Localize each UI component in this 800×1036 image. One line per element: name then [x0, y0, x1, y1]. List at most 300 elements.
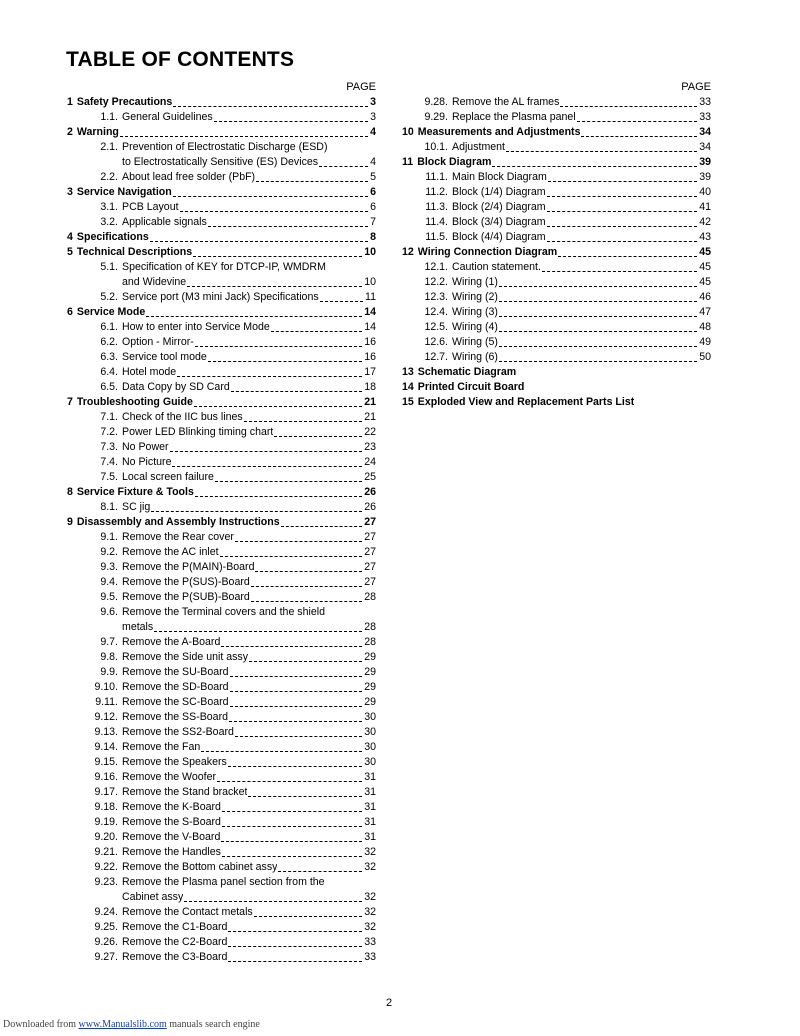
toc-entry[interactable] [67, 890, 376, 905]
toc-entry[interactable] [67, 875, 376, 890]
dot-leader [248, 796, 362, 797]
toc-entry[interactable] [402, 95, 711, 110]
toc-entry-page: 27 [364, 516, 376, 528]
toc-entry-title: Remove the Stand bracket [122, 786, 248, 798]
dot-leader [228, 766, 362, 767]
dot-leader [195, 496, 362, 497]
toc-entry-number: 11 [402, 156, 414, 168]
toc-entry-title: Block (1/4) Diagram [452, 186, 546, 198]
toc-entry-number: 10 [402, 126, 414, 138]
toc-entry-page: 46 [699, 291, 711, 303]
dot-leader [256, 181, 368, 182]
toc-entry[interactable] [67, 470, 376, 485]
toc-entry-page: 14 [364, 321, 376, 333]
toc-entry-number: 11.4. [425, 216, 448, 228]
toc-entry-number: 12.3. [424, 291, 448, 303]
toc-entry[interactable] [402, 320, 711, 335]
toc-entry[interactable] [67, 545, 376, 560]
toc-entry-title: Wiring (1) [452, 276, 498, 288]
toc-entry-title: Printed Circuit Board [417, 381, 525, 393]
toc-entry[interactable] [67, 485, 376, 500]
toc-entry[interactable] [402, 350, 711, 365]
dot-leader [249, 661, 362, 662]
dot-leader [222, 856, 362, 857]
toc-entry[interactable] [67, 710, 376, 725]
toc-entry[interactable] [67, 605, 376, 620]
toc-entry[interactable] [67, 590, 376, 605]
toc-entry-title: Power LED Blinking timing chart [122, 426, 274, 438]
dot-leader [194, 406, 362, 407]
toc-entry-title: and Widevine [122, 276, 187, 288]
toc-entry-page: 30 [364, 741, 376, 753]
toc-entry-page: 27 [364, 531, 376, 543]
toc-entry-title: Remove the Terminal covers and the shield [122, 606, 325, 618]
toc-list [402, 95, 711, 410]
dot-leader [172, 466, 362, 467]
toc-entry-page: 4 [370, 126, 376, 138]
toc-entry-title: Check of the IIC bus lines [122, 411, 243, 423]
toc-entry[interactable] [67, 365, 376, 380]
toc-entry[interactable] [67, 515, 376, 530]
toc-entry[interactable] [67, 620, 376, 635]
toc-entry[interactable] [67, 170, 376, 185]
toc-entry-title: Exploded View and Replacement Parts List [417, 396, 635, 408]
toc-entry[interactable] [67, 800, 376, 815]
dot-leader [221, 646, 362, 647]
dot-leader [499, 301, 697, 302]
dot-leader [214, 121, 368, 122]
dot-leader [251, 586, 362, 587]
toc-entry-number: 5.2. [100, 291, 118, 303]
toc-entry-title: Cabinet assy [122, 891, 184, 903]
toc-entry-number: 9.14. [94, 741, 118, 753]
toc-entry[interactable] [402, 395, 711, 410]
toc-entry-title: Troubleshooting Guide [76, 396, 193, 408]
toc-entry-title: Disassembly and Assembly Instructions [76, 516, 280, 528]
download-prefix: Downloaded from [3, 1019, 77, 1030]
dot-leader [506, 151, 697, 152]
toc-entry-title: Prevention of Electrostatic Discharge (ESD) [122, 141, 328, 153]
toc-entry-title: Specifications [76, 231, 149, 243]
toc-entry[interactable] [67, 560, 376, 575]
dot-leader [230, 706, 363, 707]
toc-entry-number: 11.2. [425, 186, 448, 198]
toc-entry[interactable] [67, 395, 376, 410]
toc-entry-page: 45 [699, 246, 711, 258]
toc-entry[interactable] [67, 905, 376, 920]
dot-leader [581, 136, 697, 137]
toc-entry-page: 26 [364, 486, 376, 498]
toc-entry-title: Remove the C2-Board [122, 936, 228, 948]
dot-leader [151, 511, 362, 512]
dot-leader [229, 721, 362, 722]
toc-entry-number: 6.5. [100, 381, 118, 393]
toc-entry-page: 48 [699, 321, 711, 333]
toc-entry[interactable] [67, 725, 376, 740]
toc-entry-page: 47 [699, 306, 711, 318]
toc-entry[interactable] [67, 410, 376, 425]
toc-entry-title: Block (4/4) Diagram [452, 231, 546, 243]
dot-leader [547, 196, 698, 197]
dot-leader [235, 736, 362, 737]
toc-entry-number: 6 [67, 306, 73, 318]
toc-entry-title: Service tool mode [122, 351, 207, 363]
toc-entry-number: 14 [402, 381, 414, 393]
toc-entry-page: 43 [699, 231, 711, 243]
toc-entry-page: 31 [364, 786, 376, 798]
toc-entry[interactable] [402, 110, 711, 125]
dot-leader [577, 121, 698, 122]
toc-entry-page: 32 [364, 891, 376, 903]
toc-entry[interactable] [67, 860, 376, 875]
toc-entry-title: Hotel mode [122, 366, 177, 378]
dot-leader [208, 361, 362, 362]
toc-entry-number: 8.1. [100, 501, 118, 513]
toc-entry-number: 9.11. [95, 696, 118, 708]
toc-entry-page: 31 [364, 831, 376, 843]
toc-entry[interactable] [67, 320, 376, 335]
toc-entry-number: 5 [67, 246, 73, 258]
dot-leader [222, 826, 362, 827]
toc-entry-page: 21 [364, 411, 376, 423]
page-title: TABLE OF CONTENTS [66, 48, 295, 71]
toc-entry-title: Wiring (6) [452, 351, 498, 363]
dot-leader [221, 841, 362, 842]
toc-entry[interactable] [67, 695, 376, 710]
toc-entry-number: 9.9. [100, 666, 118, 678]
dot-leader [215, 481, 362, 482]
toc-entry-page: 14 [364, 306, 376, 318]
toc-entry-number: 12.4. [424, 306, 448, 318]
toc-entry-page: 29 [364, 696, 376, 708]
dot-leader [251, 601, 362, 602]
toc-entry[interactable] [67, 500, 376, 515]
toc-entry-page: 16 [364, 336, 376, 348]
toc-entry[interactable] [67, 920, 376, 935]
page-column-header: PAGE [346, 81, 376, 93]
toc-entry-page: 21 [364, 396, 376, 408]
toc-entry-page: 27 [364, 546, 376, 558]
toc-entry-title: Service Mode [76, 306, 146, 318]
toc-entry-title: Specification of KEY for DTCP-IP, WMDRM [122, 261, 326, 273]
toc-entry-number: 9.21. [94, 846, 118, 858]
toc-entry-page: 31 [364, 816, 376, 828]
toc-entry-number: 12 [402, 246, 414, 258]
dot-leader [150, 241, 368, 242]
toc-entry-number: 15 [402, 396, 414, 408]
toc-entry-page: 29 [364, 651, 376, 663]
toc-entry[interactable] [402, 140, 711, 155]
dot-leader [499, 361, 697, 362]
toc-entry-page: 30 [364, 711, 376, 723]
toc-entry-number: 9.3. [100, 561, 118, 573]
toc-entry-page: 49 [699, 336, 711, 348]
toc-entry-title: Remove the Woofer [122, 771, 217, 783]
dot-leader [193, 256, 362, 257]
toc-entry[interactable] [67, 455, 376, 470]
toc-entry[interactable] [67, 245, 376, 260]
toc-entry-title: Service Fixture & Tools [76, 486, 194, 498]
toc-entry[interactable] [402, 245, 711, 260]
toc-entry-title: General Guidelines [122, 111, 213, 123]
page-column-header: PAGE [681, 81, 711, 93]
manualslib-link[interactable]: www.Manualslib.com [78, 1019, 167, 1030]
toc-entry-number: 6.1. [100, 321, 118, 333]
toc-entry-page: 25 [364, 471, 376, 483]
toc-entry-number: 12.6. [424, 336, 448, 348]
toc-entry-title: Remove the Plasma panel section from the [122, 876, 325, 888]
toc-entry-number: 5.1. [100, 261, 118, 273]
toc-entry-title: Option - Mirror- [122, 336, 194, 348]
toc-entry-title: Replace the Plasma panel [452, 111, 576, 123]
toc-entry-number: 9.2. [100, 546, 118, 558]
toc-entry[interactable] [67, 155, 376, 170]
toc-entry[interactable] [402, 290, 711, 305]
dot-leader [499, 316, 697, 317]
toc-entry-title: Remove the V-Board [122, 831, 221, 843]
toc-entry[interactable] [67, 140, 376, 155]
toc-entry-number: 2.2. [100, 171, 118, 183]
toc-entry[interactable] [67, 830, 376, 845]
dot-leader [180, 211, 369, 212]
toc-entry[interactable] [402, 155, 711, 170]
toc-entry[interactable] [67, 665, 376, 680]
toc-entry-title: Wiring (3) [452, 306, 498, 318]
toc-entry-page: 40 [699, 186, 711, 198]
toc-entry-page: 50 [699, 351, 711, 363]
toc-entry-title: PCB Layout [122, 201, 179, 213]
toc-entry-title: Remove the SD-Board [122, 681, 229, 693]
toc-entry-number: 9.22. [94, 861, 118, 873]
toc-entry-title: Adjustment [452, 141, 505, 153]
dot-leader [281, 526, 363, 527]
toc-entry-number: 7.5. [100, 471, 118, 483]
toc-entry-page: 31 [364, 771, 376, 783]
toc-entry-title: About lead free solder (PbF) [122, 171, 256, 183]
toc-entry-title: metals [122, 621, 154, 633]
toc-entry-page: 32 [364, 861, 376, 873]
dot-leader [255, 571, 362, 572]
toc-entry-page: 30 [364, 726, 376, 738]
toc-entry-number: 9.8. [100, 651, 118, 663]
toc-entry[interactable] [402, 260, 711, 275]
toc-entry-page: 27 [364, 561, 376, 573]
toc-entry-number: 9.25. [94, 921, 118, 933]
toc-entry[interactable] [67, 95, 376, 110]
toc-entry[interactable] [67, 290, 376, 305]
dot-leader [195, 346, 362, 347]
toc-entry[interactable] [67, 185, 376, 200]
toc-entry[interactable] [67, 680, 376, 695]
toc-entry-number: 6.3. [100, 351, 118, 363]
toc-entry-title: No Power [122, 441, 169, 453]
toc-entry[interactable] [67, 110, 376, 125]
toc-entry[interactable] [67, 380, 376, 395]
dot-leader [492, 166, 697, 167]
toc-entry[interactable] [67, 260, 376, 275]
toc-entry-page: 27 [364, 576, 376, 588]
toc-entry-page: 8 [370, 231, 376, 243]
toc-entry[interactable] [67, 350, 376, 365]
toc-entry-number: 7.2. [100, 426, 118, 438]
toc-entry-number: 9.12. [94, 711, 118, 723]
toc-entry[interactable] [67, 335, 376, 350]
toc-entry-number: 10.1. [424, 141, 448, 153]
dot-leader [271, 331, 362, 332]
toc-entry-page: 29 [364, 681, 376, 693]
toc-entry-page: 23 [364, 441, 376, 453]
dot-leader [499, 286, 697, 287]
toc-entry-title: Remove the P(SUB)-Board [122, 591, 250, 603]
toc-entry[interactable] [67, 575, 376, 590]
toc-entry-number: 7 [67, 396, 73, 408]
toc-entry-title: Remove the SC-Board [122, 696, 229, 708]
toc-entry-title: SC jig [122, 501, 151, 513]
toc-entry-title: Block (3/4) Diagram [452, 216, 546, 228]
toc-entry-number: 9.18. [94, 801, 118, 813]
toc-entry[interactable] [67, 650, 376, 665]
toc-entry[interactable] [67, 425, 376, 440]
toc-entry-number: 1 [67, 96, 73, 108]
toc-entry-number: 9.17. [94, 786, 118, 798]
toc-entry[interactable] [67, 635, 376, 650]
toc-entry[interactable] [402, 365, 711, 380]
toc-entry-title: Remove the P(SUS)-Board [122, 576, 250, 588]
toc-entry-page: 45 [699, 261, 711, 273]
toc-entry-page: 3 [370, 111, 376, 123]
toc-entry[interactable] [67, 275, 376, 290]
toc-entry-page: 16 [364, 351, 376, 363]
toc-entry-page: 32 [364, 906, 376, 918]
dot-leader [548, 181, 697, 182]
toc-entry[interactable] [67, 200, 376, 215]
toc-entry[interactable] [67, 740, 376, 755]
toc-entry-title: Block (2/4) Diagram [452, 201, 546, 213]
toc-entry[interactable] [402, 230, 711, 245]
toc-entry-page: 10 [364, 276, 376, 288]
toc-entry[interactable] [67, 770, 376, 785]
toc-entry-page: 33 [699, 111, 711, 123]
toc-entry-page: 26 [364, 501, 376, 513]
toc-entry[interactable] [67, 305, 376, 320]
toc-entry-number: 3 [67, 186, 73, 198]
toc-entry-title: Applicable signals [122, 216, 207, 228]
toc-entry[interactable] [67, 530, 376, 545]
dot-leader [187, 286, 362, 287]
dot-leader [173, 196, 368, 197]
toc-entry[interactable] [67, 125, 376, 140]
toc-entry-number: 9.4. [100, 576, 118, 588]
toc-entry-number: 9.5. [100, 591, 118, 603]
toc-entry-title: Remove the Fan [122, 741, 201, 753]
toc-entry-title: Local screen failure [122, 471, 214, 483]
toc-entry-number: 2.1. [100, 141, 118, 153]
toc-entry[interactable] [67, 215, 376, 230]
toc-entry-number: 6.2. [100, 336, 118, 348]
toc-entry[interactable] [402, 170, 711, 185]
dot-leader [320, 301, 363, 302]
toc-entry[interactable] [67, 935, 376, 950]
toc-left-column [67, 80, 376, 965]
toc-entry-page: 32 [364, 846, 376, 858]
toc-entry[interactable] [402, 380, 711, 395]
toc-entry-number: 9.27. [94, 951, 118, 963]
toc-entry-number: 9.29. [424, 111, 448, 123]
dot-leader [558, 256, 697, 257]
dot-leader [560, 106, 697, 107]
toc-entry-page: 24 [364, 456, 376, 468]
dot-leader [228, 946, 362, 947]
toc-entry-number: 7.4. [100, 456, 118, 468]
toc-entry-number: 12.1. [424, 261, 448, 273]
toc-entry[interactable] [67, 950, 376, 965]
toc-entry[interactable] [402, 125, 711, 140]
toc-entry-title: Main Block Diagram [452, 171, 547, 183]
dot-leader [228, 961, 362, 962]
toc-entry-title: No Picture [122, 456, 172, 468]
dot-leader [201, 751, 362, 752]
toc-entry-number: 13 [402, 366, 414, 378]
dot-leader [120, 136, 368, 137]
toc-entry-title: Remove the Bottom cabinet assy [122, 861, 278, 873]
toc-entry-title: Safety Precautions [76, 96, 173, 108]
toc-entry[interactable] [402, 200, 711, 215]
toc-entry-title: Caution statement. [452, 261, 541, 273]
toc-entry-number: 9.19. [94, 816, 118, 828]
toc-entry-number: 9.26. [94, 936, 118, 948]
dot-leader [173, 106, 368, 107]
toc-entry-title: Measurements and Adjustments [417, 126, 581, 138]
toc-entry-title: Wiring (2) [452, 291, 498, 303]
toc-entry[interactable] [67, 785, 376, 800]
toc-entry[interactable] [402, 215, 711, 230]
toc-entry-page: 28 [364, 591, 376, 603]
toc-entry-page: 42 [699, 216, 711, 228]
dot-leader [235, 541, 362, 542]
toc-entry[interactable] [402, 335, 711, 350]
toc-entry[interactable] [67, 815, 376, 830]
toc-entry[interactable] [402, 185, 711, 200]
toc-entry[interactable] [67, 230, 376, 245]
dot-leader [547, 211, 698, 212]
toc-entry[interactable] [67, 440, 376, 455]
toc-entry-page: 45 [699, 276, 711, 288]
toc-entry[interactable] [67, 755, 376, 770]
dot-leader [547, 226, 698, 227]
dot-leader [220, 556, 363, 557]
toc-entry-page: 28 [364, 621, 376, 633]
dot-leader [499, 346, 697, 347]
dot-leader [278, 871, 362, 872]
toc-entry-title: Remove the C1-Board [122, 921, 228, 933]
toc-entry-number: 9.1. [100, 531, 118, 543]
toc-list [67, 95, 376, 965]
toc-entry-page: 41 [699, 201, 711, 213]
toc-entry-number: 9.23. [94, 876, 118, 888]
toc-entry-title: Remove the P(MAIN)-Board [122, 561, 255, 573]
toc-entry-title: Remove the SS2-Board [122, 726, 234, 738]
toc-entry-title: Block Diagram [417, 156, 492, 168]
toc-entry-number: 9.13. [94, 726, 118, 738]
toc-entry[interactable] [402, 275, 711, 290]
toc-entry[interactable] [67, 845, 376, 860]
dot-leader [319, 166, 368, 167]
toc-entry-title: Remove the Rear cover [122, 531, 234, 543]
toc-entry[interactable] [402, 305, 711, 320]
toc-entry-number: 9.20. [94, 831, 118, 843]
toc-entry-title: Technical Descriptions [76, 246, 193, 258]
toc-entry-number: 12.7. [424, 351, 448, 363]
